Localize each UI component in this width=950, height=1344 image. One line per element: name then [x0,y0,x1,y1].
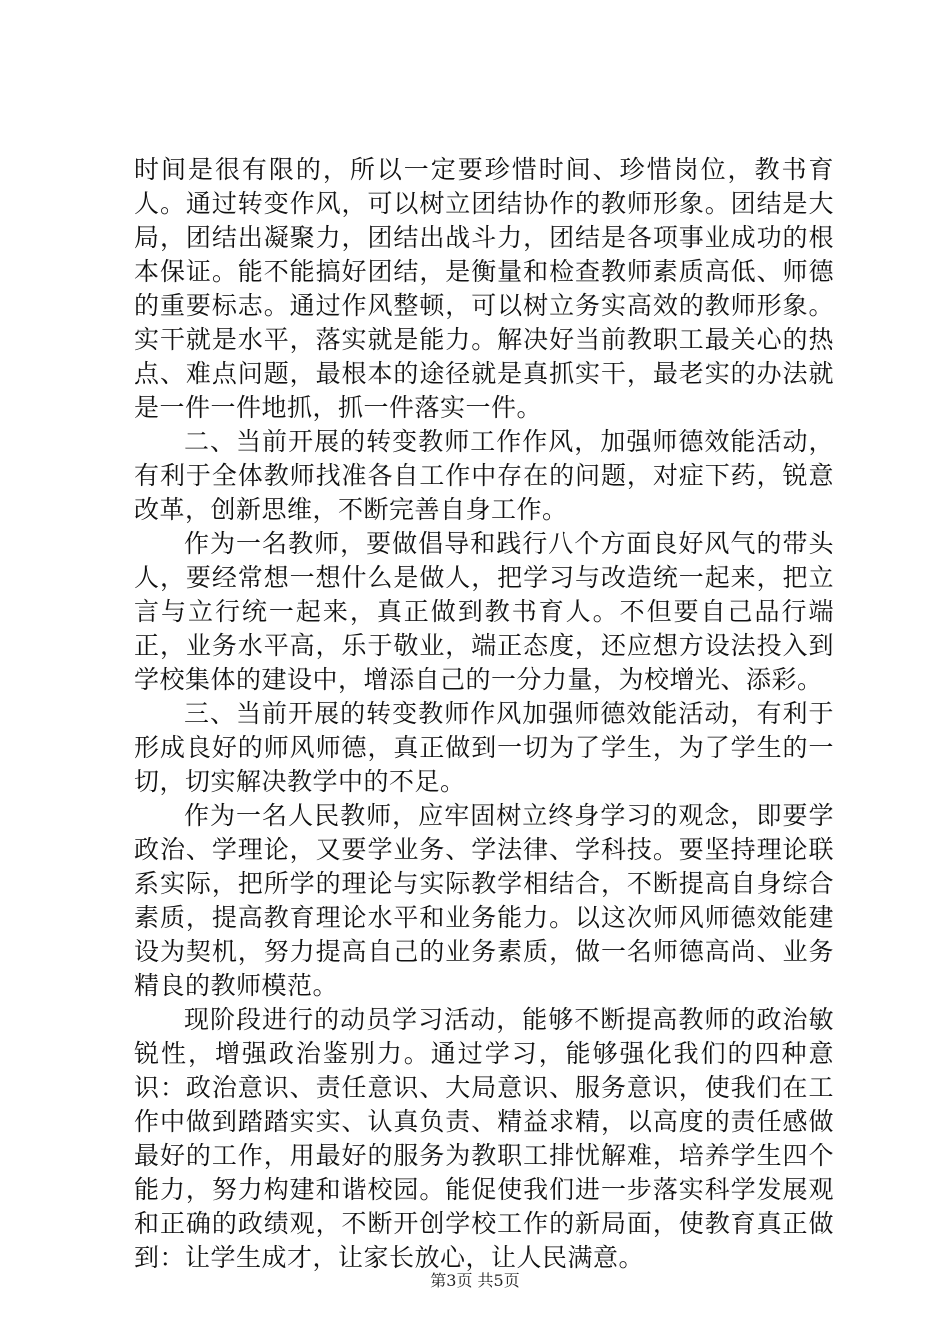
paragraph-teacher-role: 作为一名教师，要做倡导和践行八个方面良好风气的带头人，要经常想一想什么是做人，把学习与改造统一起来，把立言与立行统一起来，真正做到教书育人。不但要自己品行端正，业务水平高，乐于敬业，端正态度，还应想方设法投入到学校集体的建设中，增添自己的一分力量，为校增光、添彩。 [134,529,834,694]
page-number: 第3页 共5页 [430,1271,520,1290]
paragraph-section-two: 二、当前开展的转变教师工作作风，加强师德效能活动，有利于全体教师找准各自工作中存在的问题，对症下药，锐意改革，创新思维，不断完善自身工作。 [134,427,834,524]
paragraph-current-stage: 现阶段进行的动员学习活动，能够不断提高教师的政治敏锐性，增强政治鉴别力。通过学习，能够强化我们的四种意识：政治意识、责任意识、大局意识、服务意识，使我们在工作中做到踏踏实实、认真负责、精益求精，以高度的责任感做最好的工作，用最好的服务为教职工排忧解难，培养学生四个能力，努力构建和谐校园。能促使我们进一步落实科学发展观和正确的政绩观，不断开创学校工作的新局面，使教育真正做到：让学生成才，让家长放心，让人民满意。 [134,1005,834,1272]
paragraph-continuation: 时间是很有限的，所以一定要珍惜时间、珍惜岗位，教书育人。通过转变作风，可以树立团结协作的教师形象。团结是大局，团结出凝聚力，团结出战斗力，团结是各项事业成功的根本保证。能不能搞好团结，是衡量和检查教师素质高低、师德的重要标志。通过作风整顿，可以树立务实高效的教师形象。实干就是水平，落实就是能力。解决好当前教职工最关心的热点、难点问题，最根本的途径就是真抓实干，最老实的办法就是一件一件地抓，抓一件落实一件。 [134,155,834,422]
page-footer [0,1271,950,1291]
document-body [134,153,834,1275]
paragraph-section-three: 三、当前开展的转变教师作风加强师德效能活动，有利于形成良好的师风师德，真正做到一切为了学生，为了学生的一切，切实解决教学中的不足。 [134,699,834,796]
paragraph-lifelong-learning: 作为一名人民教师，应牢固树立终身学习的观念，即要学政治、学理论，又要学业务、学法律、学科技。要坚持理论联系实际，把所学的理论与实际教学相结合，不断提高自身综合素质，提高教育理论水平和业务能力。以这次师风师德效能建设为契机，努力提高自己的业务素质，做一名师德高尚、业务精良的教师模范。 [134,801,834,1000]
